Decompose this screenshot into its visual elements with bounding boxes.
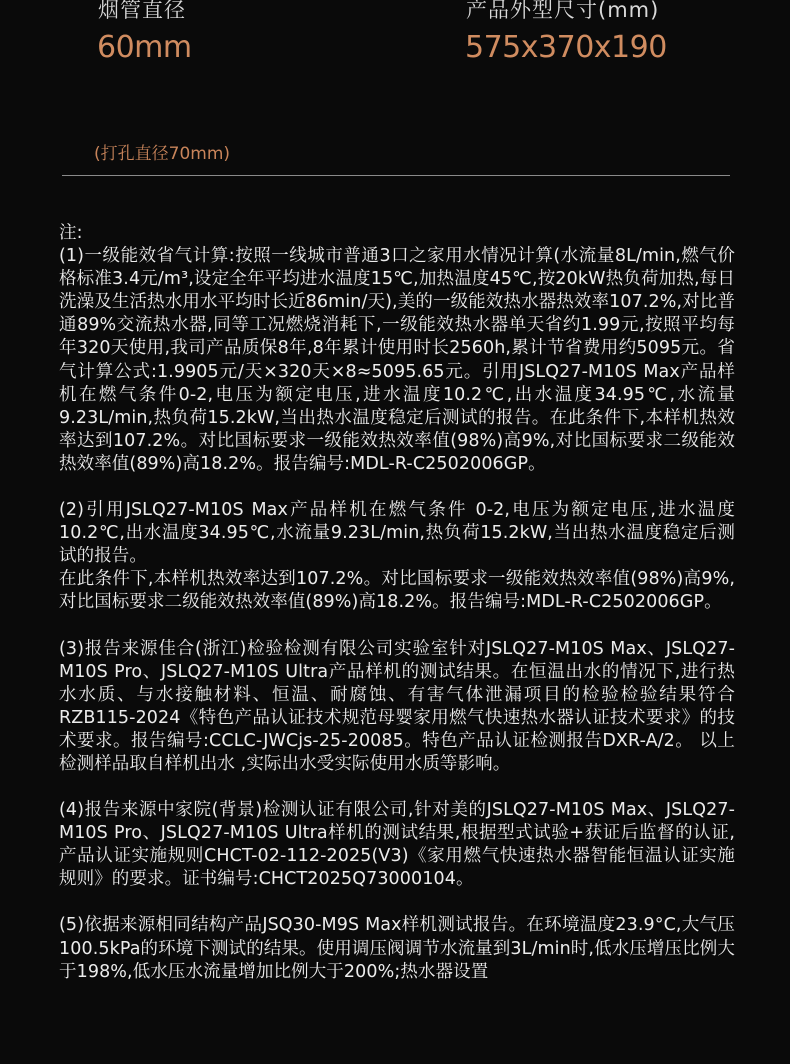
spec-label: 产品外型尺寸(mm) bbox=[466, 0, 660, 22]
note-paragraph: (5)依据来源相同结构产品JSQ30-M9S Max样机测试报告。在环境温度23.9°C,大气压100.5kPa的环境下测试的结果。使用调压阀调节水流量到3L/min时,低水压增压比例大于198%,低水压水流量增加比例大于200%;热水器设置 bbox=[59, 915, 735, 982]
spec-value: 575x370x190 bbox=[465, 30, 667, 65]
note-paragraph: (1)一级能效省气计算:按照一线城市普通3口之家用水情况计算(水流量8L/min,燃气价格标准3.4元/m³,设定全年平均进水温度15℃,加热温度45℃,按20kW热负荷加热,每日洗澡及生活热水用水平均时长近86min/天),美的一级能效热水器热效率107.2%,对比普通89%交流热水器,同等工况燃烧消耗下,一级能效热水器单天省约1.99元,按照平均每年320天使用,我司产品质保8年,8年累计使用时长2560h,累计节省费用约5095元。省气计算公式:1.9905元/天×320天×8≈5095.65元。引用JSLQ27-M10S Max产品样机在燃气条件0-2,电压为额定电压,进水温度10.2℃,出水温度34.95℃,水流量9.23L/min,热负荷15.2kW,当出热水温度稳定后测试的报告。在此条件下,本样机热效率达到107.2%。对比国标要求一级能效热效率值(98%)高9%,对比国标要求二级能效热效率值(89%)高18.2%。报告编号:MDL-R-C2502006GP。 bbox=[59, 246, 735, 474]
note-paragraph: 在此条件下,本样机热效率达到107.2%。对比国标要求一级能效热效率值(98%)高9%,对比国标要求二级能效热效率值(89%)高18.2%。报告编号:MDL-R-C2502006GP。 bbox=[59, 569, 735, 613]
note-paragraph: (3)报告来源佳合(浙江)检验检测有限公司实验室针对JSLQ27-M10S Max、JSLQ27-M10S Pro、JSLQ27-M10S Ultra产品样机的测试结果。在恒温出水的情况下,进行热水水质、与水接触材料、恒温、耐腐蚀、有害气体泄漏项目的检验检验结果符合 RZB115-2024《特色产品认证技术规范母婴家用燃气快速热水器认证技术要求》的技术要求。报告编号:CCLC-JWCjs-25-20085。特色产品认证检测报告DXR-A/2。 以上检测样品取自样机出水 ,实际出水受实际使用水质等影响。 bbox=[59, 638, 735, 774]
spec-value: 60mm bbox=[97, 30, 192, 65]
divider bbox=[62, 175, 730, 176]
notes-section bbox=[59, 222, 735, 984]
spec-note: (打孔直径70mm) bbox=[94, 144, 231, 164]
spec-label: 烟管直径 bbox=[98, 0, 186, 22]
note-paragraph: (2)引用JSLQ27-M10S Max产品样机在燃气条件 0-2,电压为额定电压,进水温度10.2℃,出水温度34.95℃,水流量9.23L/min,热负荷15.2kW,当出热水温度稳定后测试的报告。 bbox=[59, 500, 735, 567]
notes-heading: 注: bbox=[59, 223, 83, 243]
note-paragraph: (4)报告来源中家院(背景)检测认证有限公司,针对美的JSLQ27-M10S Max、JSLQ27-M10S Pro、JSLQ27-M10S Ultra样机的测试结果,根据型式试验+获证后监督的认证,产品认证实施规则CHCT-02-112-2025(V3)《家用燃气快速热水器智能恒温认证实施规则》的要求。证书编号:CHCT2025Q73000104。 bbox=[59, 800, 735, 890]
